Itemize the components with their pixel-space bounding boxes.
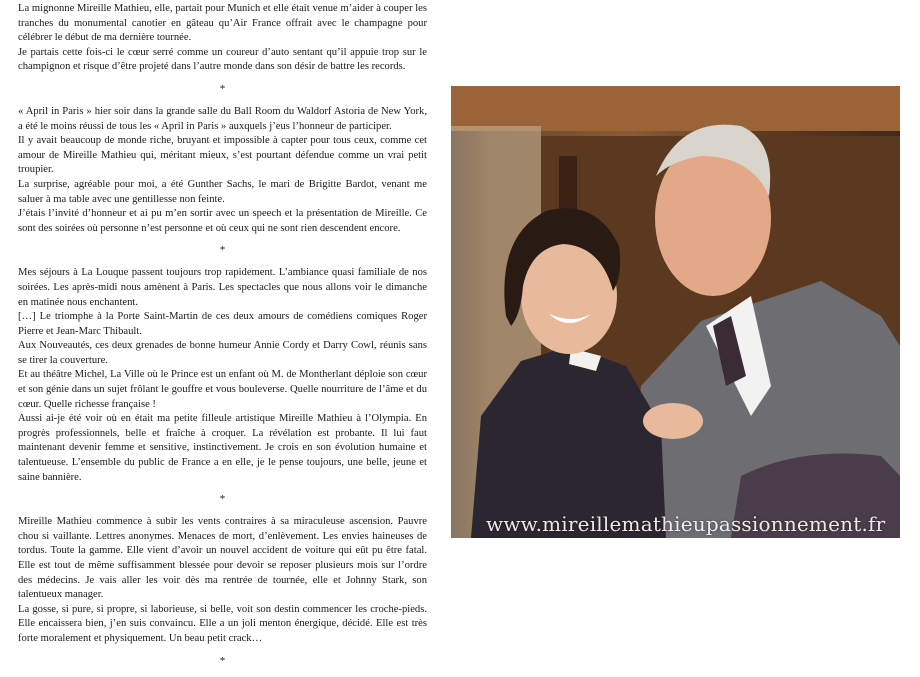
section-3 [18,266,427,485]
section-2 [18,105,427,236]
section-separator: * [219,493,226,506]
section-separator: * [219,82,226,95]
paragraph: Aussi ai-je été voir où en était ma petite filleule artistique Mireille Mathieu à l’Olympia. En progrès professionnels, belle et fraîche à croquer. La révélation est probante. Il lui faut maintenant devenir femme et sensitive, instinctivement. Je crois en son évolution humaine et talentueuse. L’ensemble du public de France a en elle, je le pense toujours, une belle, jeune et saine bannière. [18,413,427,483]
section-separator: * [219,244,226,257]
photo-illustration [451,86,900,538]
paragraph: La gosse, si pure, si propre, si laborieuse, si belle, voit son destin commencer les croche-pieds. Elle encaissera bien, j’en suis convaincu. Elle a un joli menton énergique, décidé. Elle est très forte moralement et physiquement. Un beau petit crack… [18,603,427,644]
paragraph: Je partais cette fois-ci le cœur serré comme un coureur d’auto sentant qu’il appuie trop sur le champignon et risque d’être projeté dans l’autre monde dans son désir de battre les records. [18,46,427,73]
paragraph: « April in Paris » hier soir dans la grande salle du Ball Room du Waldorf Astoria de New York, a été le moins réussi de tous les « April in Paris » auxquels j’eus l’honneur de participer. [18,105,427,132]
photo-mireille-mathieu-and-maurice-chevalier [451,86,900,538]
article-text [18,2,427,677]
paragraph: Et au théâtre Michel, La Ville où le Prince est un enfant où M. de Montherlant déploie son cœur et son génie dans un sujet frôlant le gouffre et vous bouleverse. Quelle nourriture de l’âme et du cœur. Quelle richesse française ! [18,369,427,410]
paragraph: Il y avait beaucoup de monde riche, bruyant et impossible à capter pour tous ceux, comme cet amour de Mireille Mathieu qui, méritant mieux, s’est pourtant défendue comme un vrai petit troupier. [18,135,427,176]
section-separator: * [219,654,226,667]
paragraph: […] Le triomphe à la Porte Saint-Martin de ces deux amours de comédiens comiques Roger Pierre et Jean-Marc Thibault. [18,311,427,337]
paragraph: J’étais l’invité d’honneur et ai pu m’en sortir avec un speech et la présentation de Mireille. Ce sont des soirées où personne n’est personne et où ceux qui ne sont rien descendent encore. [18,208,427,234]
paragraph: Mes séjours à La Louque passent toujours trop rapidement. L’ambiance quasi familiale de nos soirées. Les après-midi nous amènent à Paris. Les spectacles que nous allons voir le dimanche en matinée nous enchantent. [18,267,427,308]
woman-hand [643,403,703,439]
paragraph: Mireille Mathieu commence à subir les vents contraires à sa miraculeuse ascension. Pauvre chou si vaillante. Lettres anonymes. Menaces de mort, d’enlèvement. Les envies haineuses de tordus. Toute la gamme. Elle vient d’avoir un nouvel accident de voiture qui eût pu être fatal. Elle est tout de même suffisamment blessée pour devoir se reposer plusieurs mois sur l’ordre des médecins. Je vais aller les voir dès ma rentrée de tournée, elle et Johnny Stark, son talentueux manager. [18,516,427,601]
paragraph: La mignonne Mireille Mathieu, elle, partait pour Munich et elle était venue m’aider à couper les tranches du monumental canotier en gâteau qu’Air France offrait avec le champagne pour célébrer le début de ma dernière tournée. [18,3,427,44]
paragraph: Aux Nouveautés, ces deux grenades de bonne humeur Annie Cordy et Darry Cowl, réunis sans se tirer la couverture. [18,340,427,366]
section-4 [18,515,427,646]
paragraph: La surprise, agréable pour moi, a été Gunther Sachs, le mari de Brigitte Bardot, venant me saluer à ma table avec une gentillesse non feinte. [18,178,427,205]
wood-top-panel [451,86,900,131]
photo-watermark: www.mireillemathieupassionnement.fr [486,512,886,536]
section-1 [18,2,427,75]
